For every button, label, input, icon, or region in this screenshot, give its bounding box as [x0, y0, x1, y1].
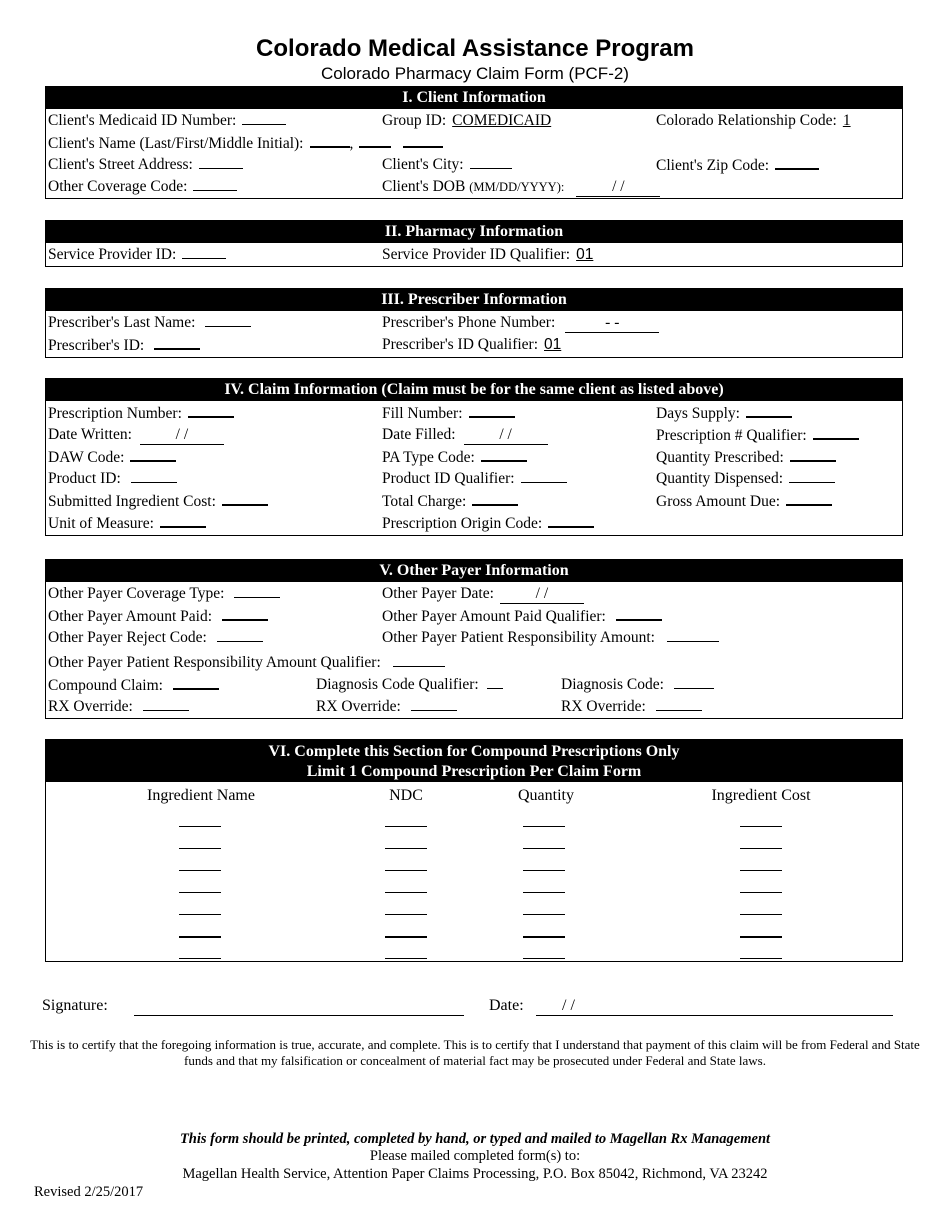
- signature-date-field[interactable]: [536, 997, 893, 1016]
- other-coverage-label: Other Coverage Code:: [48, 178, 188, 195]
- service-provider-qualifier-field: [382, 246, 593, 264]
- service-provider-qualifier-value: 01: [576, 246, 594, 263]
- signature-date-label: Date:: [489, 997, 524, 1014]
- section-client-heading: I. Client Information: [46, 87, 902, 109]
- diag-qualifier-label: Diagnosis Code Qualifier:: [316, 676, 479, 693]
- qty-prescribed-field[interactable]: [656, 448, 836, 467]
- ingredient-cost-blank-row-3[interactable]: [740, 870, 782, 871]
- service-provider-id-field[interactable]: [48, 246, 226, 264]
- ingredient-name-blank-row-2[interactable]: [179, 848, 221, 849]
- op-amount-paid-qualifier-field[interactable]: [382, 607, 662, 626]
- op-amount-paid-field[interactable]: [48, 607, 268, 626]
- section-client: [45, 86, 903, 199]
- gross-amount-field[interactable]: [656, 492, 832, 511]
- group-id-value: COMEDICAID: [452, 112, 552, 129]
- rx-override-1-field[interactable]: [48, 698, 189, 716]
- prescriber-phone-label: Prescriber's Phone Number:: [382, 314, 556, 331]
- rx-qualifier-field[interactable]: [656, 426, 859, 445]
- relationship-code-field: [656, 112, 851, 130]
- ingredient-cost-blank-row-6[interactable]: [740, 936, 782, 938]
- days-supply-label: Days Supply:: [656, 405, 740, 422]
- client-name-field[interactable]: [48, 134, 443, 153]
- dob-field[interactable]: [382, 178, 660, 197]
- prescriber-id-qualifier-value: 01: [544, 336, 562, 353]
- prescriber-id-qualifier-label: Prescriber's ID Qualifier:: [382, 336, 539, 353]
- op-patient-resp-qualifier-label: Other Payer Patient Responsibility Amount Qualifier:: [48, 654, 381, 671]
- diag-code-label: Diagnosis Code:: [561, 676, 664, 693]
- date-written-field[interactable]: [48, 426, 224, 445]
- other-coverage-field[interactable]: [48, 178, 237, 196]
- fill-number-label: Fill Number:: [382, 405, 463, 422]
- zip-code-label: Client's Zip Code:: [656, 157, 770, 174]
- ingredient-name-blank-row-3[interactable]: [179, 870, 221, 871]
- ingredient-cost-blank-row-4[interactable]: [740, 892, 782, 893]
- rx-override-2-label: RX Override:: [316, 698, 401, 715]
- ndc-blank-row-6[interactable]: [385, 936, 427, 938]
- section-compound: [45, 739, 903, 962]
- product-id-qualifier-field[interactable]: [382, 470, 567, 488]
- origin-code-field[interactable]: [382, 514, 594, 533]
- service-provider-id-label: Service Provider ID:: [48, 246, 177, 263]
- qty-dispensed-field[interactable]: [656, 470, 835, 488]
- rx-override-1-label: RX Override:: [48, 698, 133, 715]
- quantity-blank-row-3[interactable]: [523, 870, 565, 871]
- fill-number-field[interactable]: [382, 404, 515, 423]
- op-coverage-type-label: Other Payer Coverage Type:: [48, 585, 225, 602]
- medicaid-id-field[interactable]: [48, 112, 286, 130]
- prescriber-id-qualifier-field: [382, 336, 561, 354]
- daw-code-label: DAW Code:: [48, 449, 125, 466]
- date-written-value: / /: [140, 426, 224, 445]
- daw-code-field[interactable]: [48, 448, 176, 467]
- unit-of-measure-field[interactable]: [48, 514, 206, 533]
- quantity-blank-row-6[interactable]: [523, 936, 565, 938]
- date-filled-label: Date Filled:: [382, 426, 456, 443]
- gross-amount-label: Gross Amount Due:: [656, 493, 780, 510]
- ndc-blank-row-3[interactable]: [385, 870, 427, 871]
- ingredient-name-blank-row-1[interactable]: [179, 826, 221, 827]
- ingredient-name-blank-row-6[interactable]: [179, 936, 221, 938]
- section-claim: [45, 378, 903, 536]
- ingredient-cost-field[interactable]: [48, 492, 268, 511]
- prescriber-id-field[interactable]: [48, 336, 200, 355]
- date-written-label: Date Written:: [48, 426, 132, 443]
- rx-override-3-field[interactable]: [561, 698, 702, 716]
- rx-override-2-field[interactable]: [316, 698, 457, 716]
- signature-line[interactable]: [134, 1015, 464, 1016]
- ingredient-cost-blank-row-7[interactable]: [740, 958, 782, 959]
- section-pharmacy-heading: II. Pharmacy Information: [46, 221, 902, 243]
- prescriber-id-label: Prescriber's ID:: [48, 337, 145, 354]
- footer-mail-line: Please mailed completed form(s) to:: [369, 1148, 581, 1164]
- street-address-label: Client's Street Address:: [48, 156, 193, 173]
- op-patient-resp-qualifier-field[interactable]: [48, 654, 445, 672]
- compound-heading-line1: VI. Complete this Section for Compound Prescriptions Only: [268, 743, 680, 760]
- ndc-blank-row-4[interactable]: [385, 892, 427, 893]
- rx-override-3-label: RX Override:: [561, 698, 646, 715]
- col-ingredient-name: Ingredient Name: [147, 787, 255, 804]
- op-reject-code-field[interactable]: [48, 629, 263, 647]
- service-provider-qualifier-label: Service Provider ID Qualifier:: [382, 246, 571, 263]
- op-amount-paid-label: Other Payer Amount Paid:: [48, 608, 213, 625]
- compound-heading-line2: Limit 1 Compound Prescription Per Claim Form: [306, 763, 642, 780]
- client-name-label: Client's Name (Last/First/Middle Initial):: [48, 135, 304, 152]
- quantity-blank-row-1[interactable]: [523, 826, 565, 827]
- section-other-payer-heading: V. Other Payer Information: [46, 560, 902, 582]
- op-amount-paid-qualifier-label: Other Payer Amount Paid Qualifier:: [382, 608, 606, 625]
- prescriber-phone-value: - -: [565, 314, 659, 333]
- op-date-label: Other Payer Date:: [382, 585, 494, 602]
- certification-text: This is to certify that the foregoing information is true, accurate, and complete. This is to certify that I understand that payment of this claim will be from Federal and State funds and that my falsification or concealment of material fact may be prosecuted under Federal and State laws.: [30, 1037, 920, 1068]
- zip-code-field[interactable]: [656, 156, 819, 175]
- compound-claim-label: Compound Claim:: [48, 677, 163, 694]
- col-ndc: NDC: [389, 787, 423, 804]
- dob-format: (MM/DD/YYYY):: [469, 180, 565, 194]
- name-comma: ,: [349, 135, 354, 152]
- col-quantity: Quantity: [518, 787, 574, 804]
- compound-claim-field[interactable]: [48, 676, 219, 695]
- city-label: Client's City:: [382, 156, 464, 173]
- date-filled-field[interactable]: [382, 426, 548, 445]
- section-compound-heading: [46, 740, 902, 782]
- diag-code-field[interactable]: [561, 676, 714, 694]
- footer-instruction: This form should be printed, completed by hand, or typed and mailed to Magellan Rx Management: [179, 1131, 771, 1147]
- product-id-field[interactable]: [48, 470, 177, 488]
- city-field[interactable]: [382, 156, 512, 174]
- unit-of-measure-label: Unit of Measure:: [48, 515, 154, 532]
- product-id-label: Product ID:: [48, 470, 121, 487]
- section-prescriber-heading: III. Prescriber Information: [46, 289, 902, 311]
- ndc-blank-row-2[interactable]: [385, 848, 427, 849]
- ndc-blank-row-7[interactable]: [385, 958, 427, 959]
- op-date-value: / /: [500, 585, 584, 604]
- group-id-label: Group ID:: [382, 112, 447, 129]
- section-pharmacy: [45, 220, 903, 267]
- ndc-blank-row-5[interactable]: [385, 914, 427, 915]
- prescriber-phone-field[interactable]: [382, 314, 659, 333]
- prescription-number-label: Prescription Number:: [48, 405, 182, 422]
- op-date-field[interactable]: [382, 585, 584, 604]
- signature-date-value: / /: [562, 997, 575, 1014]
- op-coverage-type-field[interactable]: [48, 585, 280, 603]
- ingredient-name-blank-row-4[interactable]: [179, 892, 221, 893]
- section-other-payer: [45, 559, 903, 719]
- form-subtitle: Colorado Pharmacy Claim Form (PCF-2): [321, 64, 629, 83]
- op-patient-resp-field[interactable]: [382, 629, 719, 647]
- footer-address: Magellan Health Service, Attention Paper Claims Processing, P.O. Box 85042, Richmond, VA 23242: [182, 1166, 768, 1182]
- group-id-field: [382, 112, 551, 130]
- pa-type-field[interactable]: [382, 448, 527, 467]
- section-prescriber: [45, 288, 903, 358]
- signature-label: Signature:: [42, 997, 108, 1014]
- quantity-blank-row-4[interactable]: [523, 892, 565, 893]
- ingredient-name-blank-row-7[interactable]: [179, 958, 221, 959]
- col-ingredient-cost: Ingredient Cost: [711, 787, 811, 804]
- op-reject-code-label: Other Payer Reject Code:: [48, 629, 207, 646]
- date-filled-value: / /: [464, 426, 548, 445]
- ingredient-name-blank-row-5[interactable]: [179, 914, 221, 915]
- ingredient-cost-blank-row-1[interactable]: [740, 826, 782, 827]
- quantity-blank-row-5[interactable]: [523, 914, 565, 915]
- rx-qualifier-label: Prescription # Qualifier:: [656, 427, 807, 444]
- section-claim-heading: IV. Claim Information (Claim must be for the same client as listed above): [46, 379, 902, 401]
- total-charge-label: Total Charge:: [382, 493, 467, 510]
- relationship-code-value: 1: [842, 112, 851, 129]
- origin-code-label: Prescription Origin Code:: [382, 515, 543, 532]
- prescription-number-field[interactable]: [48, 404, 234, 423]
- ingredient-cost-blank-row-5[interactable]: [740, 914, 782, 915]
- dob-label: Client's DOB: [382, 178, 466, 195]
- diag-qualifier-field[interactable]: [316, 676, 503, 694]
- product-id-qualifier-label: Product ID Qualifier:: [382, 470, 515, 487]
- revised-date: Revised 2/25/2017: [34, 1184, 144, 1200]
- form-title: Colorado Medical Assistance Program: [256, 35, 694, 62]
- ndc-blank-row-1[interactable]: [385, 826, 427, 827]
- total-charge-field[interactable]: [382, 492, 518, 511]
- street-address-field[interactable]: [48, 156, 243, 174]
- pa-type-label: PA Type Code:: [382, 449, 475, 466]
- quantity-blank-row-2[interactable]: [523, 848, 565, 849]
- ingredient-cost-blank-row-2[interactable]: [740, 848, 782, 849]
- prescriber-last-name-field[interactable]: [48, 314, 251, 332]
- qty-prescribed-label: Quantity Prescribed:: [656, 449, 784, 466]
- medicaid-id-label: Client's Medicaid ID Number:: [48, 112, 237, 129]
- prescriber-last-name-label: Prescriber's Last Name:: [48, 314, 196, 331]
- qty-dispensed-label: Quantity Dispensed:: [656, 470, 783, 487]
- quantity-blank-row-7[interactable]: [523, 958, 565, 959]
- relationship-code-label: Colorado Relationship Code:: [656, 112, 837, 129]
- op-patient-resp-label: Other Payer Patient Responsibility Amount:: [382, 629, 655, 646]
- ingredient-cost-label: Submitted Ingredient Cost:: [48, 493, 216, 510]
- days-supply-field[interactable]: [656, 404, 792, 423]
- dob-value: / /: [576, 178, 660, 197]
